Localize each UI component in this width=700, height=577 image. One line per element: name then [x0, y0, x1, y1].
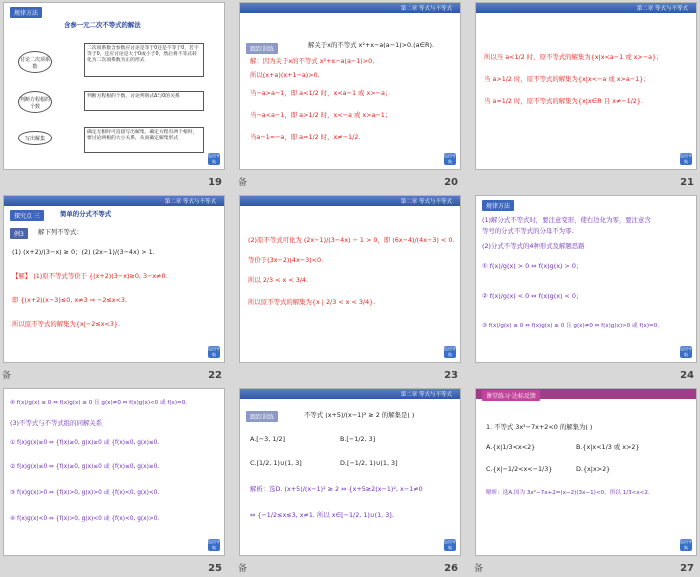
- slide-thumb-26[interactable]: [236, 386, 464, 576]
- slide-header: [240, 196, 460, 206]
- option-d: D.[−1/2, 1)∪(1, 3]: [340, 459, 398, 467]
- slide-header: [4, 196, 224, 206]
- slide-line: ③ f(x)g(x)>0 ⇔ {f(x)>0, g(x)>0 或 {f(x)<0, g(x)<0.: [10, 490, 160, 496]
- slide-line: ② f(x)/g(x) < 0 ⇔ f(x)g(x) < 0；: [482, 292, 583, 300]
- header-title: 第二章 等式与不等式: [164, 199, 216, 205]
- slide-line: ③ f(x)/g(x) ≥ 0 ⇔ f(x)g(x) ≥ 0 且 g(x)≠0 ⇔ f(x)g(x)>0 或 f(x)=0.: [482, 323, 660, 329]
- slide-canvas: [3, 195, 225, 363]
- back-nav-button[interactable]: 返回导航: [680, 346, 692, 357]
- slide-line: 解关于x的不等式 x²+x−a(a−1)>0.(a∈R).: [308, 41, 435, 49]
- slide-tag: 跟踪训练: [246, 411, 278, 422]
- slide-tag: 课堂练习·达标反馈: [482, 390, 540, 401]
- slide-line: ④ f(x)g(x)<0 ⇔ {f(x)>0, g(x)<0 或 {f(x)<0, g(x)>0.: [10, 516, 160, 522]
- slide-thumb-19[interactable]: [0, 0, 228, 190]
- slide-line: 所以原不等式的解集为{x | 2/3 < x < 3/4}.: [248, 298, 376, 306]
- slide-tag: 跟踪训练: [246, 43, 278, 54]
- option-a: A.{x|1/3<x<2}: [486, 443, 536, 451]
- slide-number: 22: [208, 370, 222, 381]
- slide-line: ① f(x)g(x)≥0 ⇔ {f(x)≥0, g(x)≥0 或 {f(x)≤0, g(x)≤0.: [10, 440, 160, 446]
- slide-thumb-22[interactable]: [0, 193, 228, 383]
- slide-canvas: [475, 388, 697, 556]
- slide-canvas: [239, 388, 461, 556]
- header-title: 第二章 等式与不等式: [400, 392, 452, 398]
- slide-line: 等号的分式不等式的分母不为零.: [482, 227, 574, 235]
- back-nav-button[interactable]: 返回导航: [444, 153, 456, 164]
- slide-line: (1)解分式不等式时，要注意变形，使右边化为零，要注意含: [482, 216, 651, 224]
- slide-thumb-21[interactable]: [472, 0, 700, 190]
- back-nav-button[interactable]: 返回导航: [680, 153, 692, 164]
- slide-line: 当−a>a−1，即 a<1/2 时，x<a−1 或 x>−a；: [250, 89, 392, 97]
- example-tag: 例3: [10, 228, 28, 239]
- slide-line: 等价于(3x−2)(4x−3)<0.: [248, 256, 324, 264]
- slide-title: 含参一元二次不等式的解法: [64, 21, 141, 29]
- option-a: A.[−3, 1/2]: [250, 435, 286, 443]
- flow-box: 判断方程根的个数，讨论判别式Δ与0的关系: [84, 91, 204, 111]
- slide-tag: 规律方法: [482, 200, 514, 211]
- slide-line: ② f(x)g(x)≤0 ⇔ {f(x)≥0, g(x)≤0 或 {f(x)≤0, g(x)≥0.: [10, 464, 160, 470]
- back-nav-button[interactable]: 返回导航: [208, 153, 220, 164]
- slide-line: 所以原不等式的解集为{x|−2≤x<3}.: [12, 320, 120, 328]
- notes-marker: 备: [238, 178, 248, 188]
- slide-line: 【解】 (1)原不等式等价于 {(x+2)(3−x)≥0, 3−x≠0.: [12, 272, 168, 280]
- header-title: 第二章 等式与不等式: [636, 6, 688, 12]
- slide-line: 当 a>1/2 时，原不等式的解集为{x|x<−a 或 x>a−1}；: [484, 75, 650, 83]
- slide-canvas: [475, 195, 697, 363]
- slide-number: 20: [444, 177, 458, 188]
- slide-number: 27: [680, 563, 694, 574]
- slide-line: 不等式 (x+5)/(x−1)² ≥ 2 的解集是( ): [304, 411, 415, 419]
- slide-line: 1. 不等式 3x²−7x+2<0 的解集为( ): [486, 423, 593, 431]
- slide-header: [476, 3, 696, 13]
- slide-line: 解：因为关于x的不等式 x²+x−a(a−1)>0,: [250, 57, 375, 65]
- back-nav-button[interactable]: 返回导航: [444, 346, 456, 357]
- slide-canvas: [475, 2, 697, 170]
- slide-thumb-25[interactable]: [0, 386, 228, 576]
- notes-marker: 备: [474, 564, 484, 574]
- slide-line: 所以 2/3 < x < 3/4.: [248, 276, 309, 284]
- slide-tag: 探究点 三: [10, 210, 44, 221]
- slide-canvas: [3, 388, 225, 556]
- header-title: 第二章 等式与不等式: [400, 6, 452, 12]
- slide-thumb-23[interactable]: [236, 193, 464, 383]
- slide-line: 当a−1=−a，即 a=1/2 时，x≠−1/2.: [250, 133, 361, 141]
- option-b: B.[−1/2, 3]: [340, 435, 376, 443]
- slide-line: 所以当 a<1/2 时，原不等式的解集为{x|x<a−1 或 x>−a}；: [484, 53, 663, 61]
- slide-thumb-24[interactable]: [472, 193, 700, 383]
- option-c: C.{x|−1/2<x<−1/3}: [486, 465, 553, 473]
- slide-number: 24: [680, 370, 694, 381]
- slide-line: ④ f(x)/g(x) ≤ 0 ⇔ f(x)g(x) ≤ 0 且 g(x)≠0 ⇔ f(x)g(x)<0 或 f(x)=0.: [10, 400, 188, 406]
- notes-marker: 备: [238, 564, 248, 574]
- slide-tag: 规律方法: [10, 7, 42, 18]
- solution-line: 解析：选A.因为 3x²−7x+2=(x−2)(3x−1)<0，所以 1/3<x<2.: [486, 490, 650, 496]
- flow-node: 讨论二次项系数: [18, 51, 52, 73]
- slide-canvas: [239, 2, 461, 170]
- option-b: B.{x|x<1/3 或 x>2}: [576, 443, 640, 451]
- header-title: 第二章 等式与不等式: [400, 199, 452, 205]
- back-nav-button[interactable]: 返回导航: [208, 539, 220, 550]
- slide-canvas: [3, 2, 225, 170]
- slide-thumb-27[interactable]: [472, 386, 700, 576]
- slide-line: 当−a<a−1，即 a>1/2 时，x<−a 或 x>a−1；: [250, 111, 392, 119]
- flow-box: 确定无根时可直接写出解集，确定方程有两个根时，要讨论两根的大小关系，从而确定解集形式: [84, 127, 204, 153]
- solution-line: ⇔ {−1/2≤x≤3, x≠1. 所以 x∈[−1/2, 1)∪(1, 3].: [250, 511, 394, 519]
- slide-line: (1) (x+2)/(3−x) ≥ 0；(2) (2x−1)/(3−4x) > 1.: [12, 248, 155, 256]
- slide-line: (2)分式不等式的4种形式及解题思路: [482, 242, 585, 250]
- slide-line: 解下列不等式：: [38, 228, 83, 236]
- flow-node: 写出解集: [18, 131, 52, 145]
- flow-node: 判断方程根的个数: [18, 91, 52, 113]
- slide-number: 23: [444, 370, 458, 381]
- slide-canvas: [239, 195, 461, 363]
- slide-line: (3)不等式与不等式组的同解关系: [10, 419, 103, 427]
- slide-number: 25: [208, 563, 222, 574]
- slide-line: 所以(x+a)(x+1−a)>0.: [250, 71, 320, 79]
- slide-subtitle: 简单的分式不等式: [60, 210, 112, 218]
- slide-thumb-20[interactable]: [236, 0, 464, 190]
- slide-line: ① f(x)/g(x) > 0 ⇔ f(x)g(x) > 0；: [482, 262, 583, 270]
- solution-line: 解析：选D. (x+5)/(x−1)² ≥ 2 ⇔ {x+5≥2(x−1)², x−1≠0: [250, 485, 423, 493]
- slide-line: 当 a=1/2 时，原不等式的解集为{x|x∈R 且 x≠−1/2}.: [484, 97, 644, 105]
- slide-header: [240, 389, 460, 399]
- option-c: C.[1/2, 1)∪(1, 3]: [250, 459, 302, 467]
- back-nav-button[interactable]: 返回导航: [444, 539, 456, 550]
- slide-number: 19: [208, 177, 222, 188]
- back-nav-button[interactable]: 返回导航: [208, 346, 220, 357]
- flow-box: 二次项系数含参数应讨论是等于0还是不等于0，若不等于0，还应讨论是大于0或小于0，然后将不等式转化为二次项系数为正的形式: [84, 43, 204, 77]
- slide-number: 21: [680, 177, 694, 188]
- notes-marker: 备: [2, 371, 12, 381]
- slide-number: 26: [444, 563, 458, 574]
- slide-line: 即 {(x+2)(x−3)≤0, x≠3 ⇒ −2≤x<3.: [12, 296, 127, 304]
- slide-line: (2)原不等式可化为 (2x−1)/(3−4x) − 1 > 0，即 (6x−4)/(4x−3) < 0.: [248, 236, 455, 244]
- back-nav-button[interactable]: 返回导航: [680, 539, 692, 550]
- slide-header: [240, 3, 460, 13]
- option-d: D.{x|x>2}: [576, 465, 611, 473]
